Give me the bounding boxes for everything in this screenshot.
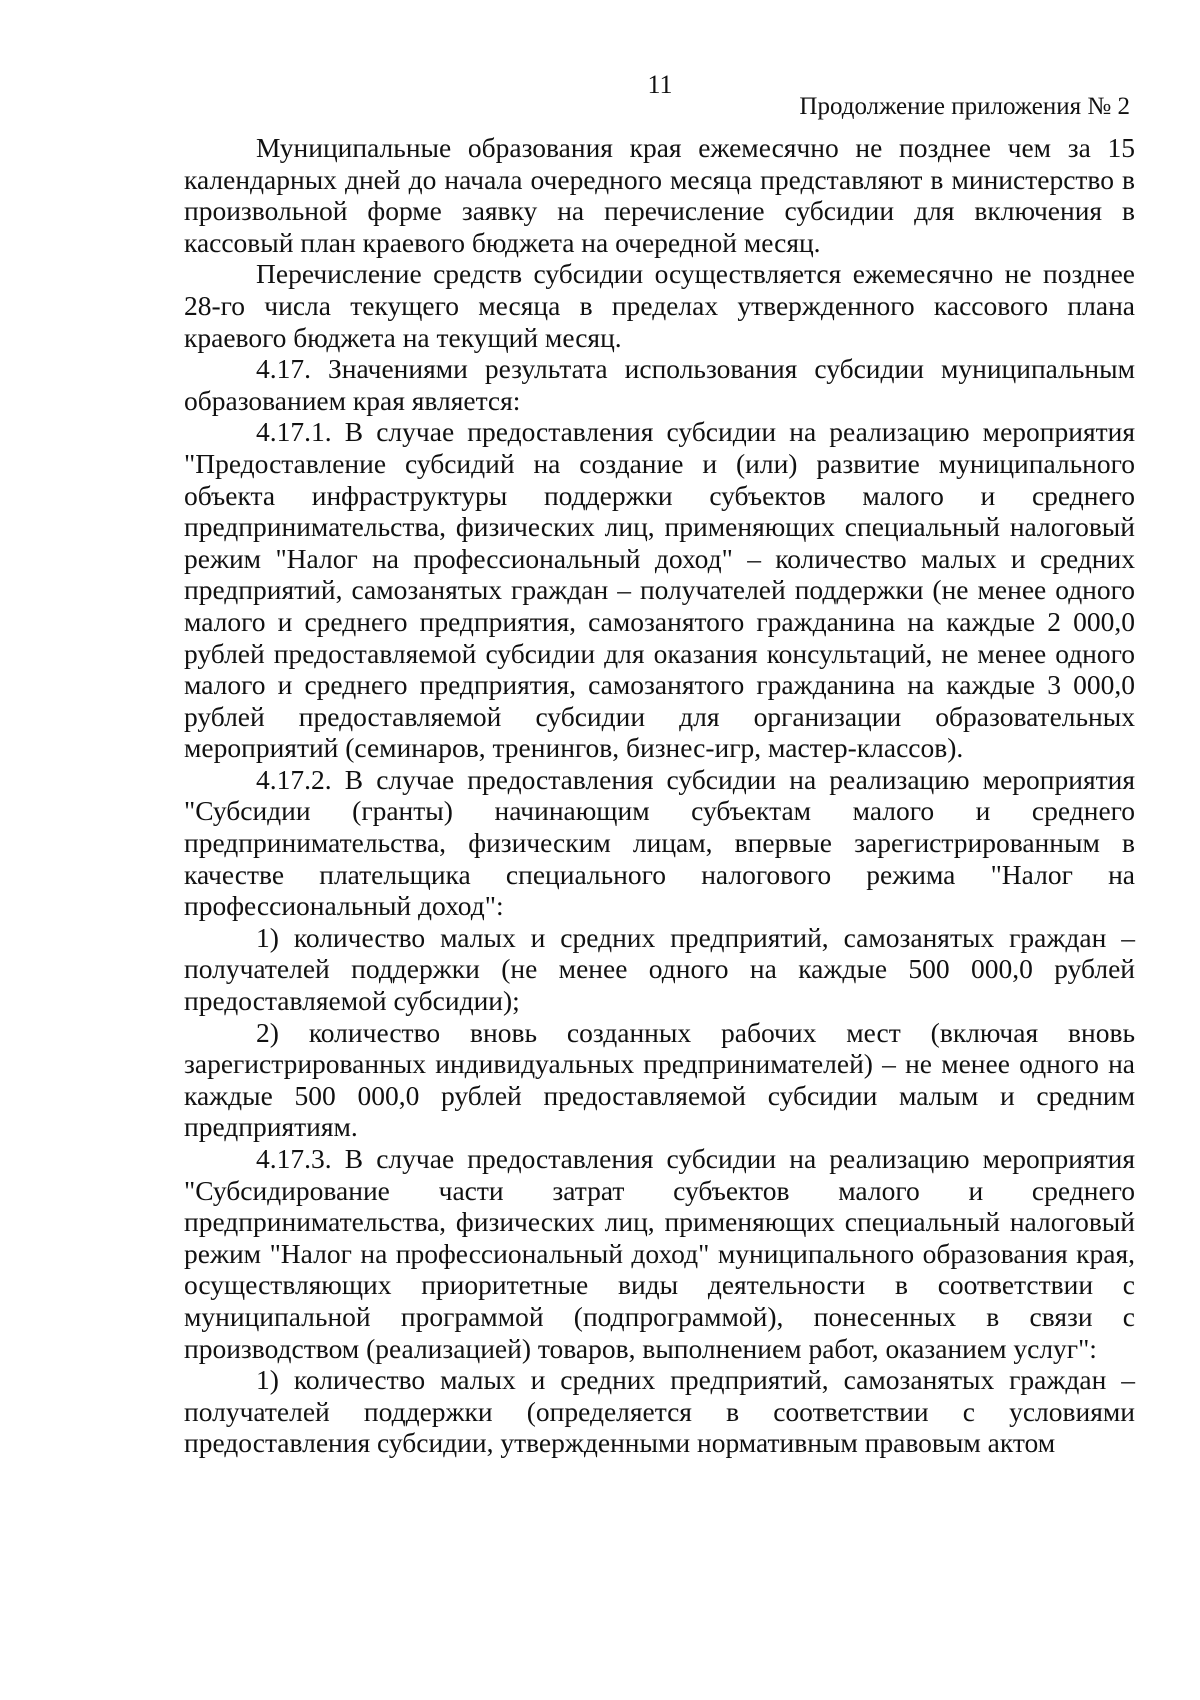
paragraph-4-17-1: 4.17.1. В случае предоставления субсидии на реализацию мероприятия "Предоставление субсидий на создание и (или) развитие муниципального объекта инфраструктуры поддержки субъектов малого и среднего предпринимательства, физических лиц, применяющих специальный налоговый режим "Налог на профессиональный доход" – количество малых и средних предприятий, самозанятых граждан – получателей поддержки (не менее одного малого и среднего предприятия, самозанятого гражданина на каждые 2 000,0 рублей предоставляемой субсидии для оказания консультаций, не менее одного малого и среднего предприятия, самозанятого гражданина на каждые 3 000,0 рублей предоставляемой субсидии для организации образовательных мероприятий (семинаров, тренингов, бизнес-игр, мастер-классов). bbox=[184, 416, 1135, 764]
document-body bbox=[184, 132, 1135, 1459]
paragraph-4-17: 4.17. Значениями результата использования субсидии муниципальным образованием края является: bbox=[184, 353, 1135, 416]
paragraph-4-17-2-item-2: 2) количество вновь созданных рабочих мест (включая вновь зарегистрированных индивидуальных предпринимателей) – не менее одного на каждые 500 000,0 рублей предоставляемой субсидии малым и средним предприятиям. bbox=[184, 1016, 1135, 1143]
paragraph-4-17-2: 4.17.2. В случае предоставления субсидии на реализацию мероприятия "Субсидии (гранты) начинающим субъектам малого и среднего предпринимательства, физическим лицам, впервые зарегистрированным в качестве плательщика специального налогового режима "Налог на профессиональный доход": bbox=[184, 763, 1135, 922]
page-number: 11 bbox=[647, 70, 673, 99]
paragraph-subsidy-request: Муниципальные образования края ежемесячно не позднее чем за 15 календарных дней до начала очередного месяца представляют в министерство в произвольной форме заявку на перечисление субсидии для включения в кассовый план краевого бюджета на очередной месяц. bbox=[184, 132, 1135, 258]
appendix-continuation-label: Продолжение приложения № 2 bbox=[799, 93, 1130, 120]
paragraph-4-17-3: 4.17.3. В случае предоставления субсидии на реализацию мероприятия "Субсидирование части затрат субъектов малого и среднего предпринимательства, физических лиц, применяющих специальный налоговый режим "Налог на профессиональный доход" муниципального образования края, осуществляющих приоритетные виды деятельности в соответствии с муниципальной программой (подпрограммой), понесенных в связи с производством (реализацией) товаров, выполнением работ, оказанием услуг": bbox=[184, 1143, 1135, 1364]
paragraph-4-17-3-item-1: 1) количество малых и средних предприятий, самозанятых граждан – получателей поддержки (определяется в соответствии с условиями предоставления субсидии, утвержденными нормативным правовым актом bbox=[184, 1364, 1135, 1459]
paragraph-subsidy-transfer: Перечисление средств субсидии осуществляется ежемесячно не позднее 28-го числа текущего месяца в пределах утвержденного кассового плана краевого бюджета на текущий месяц. bbox=[184, 258, 1135, 353]
paragraph-4-17-2-item-1: 1) количество малых и средних предприятий, самозанятых граждан – получателей поддержки (не менее одного на каждые 500 000,0 рублей предоставляемой субсидии); bbox=[184, 921, 1135, 1017]
